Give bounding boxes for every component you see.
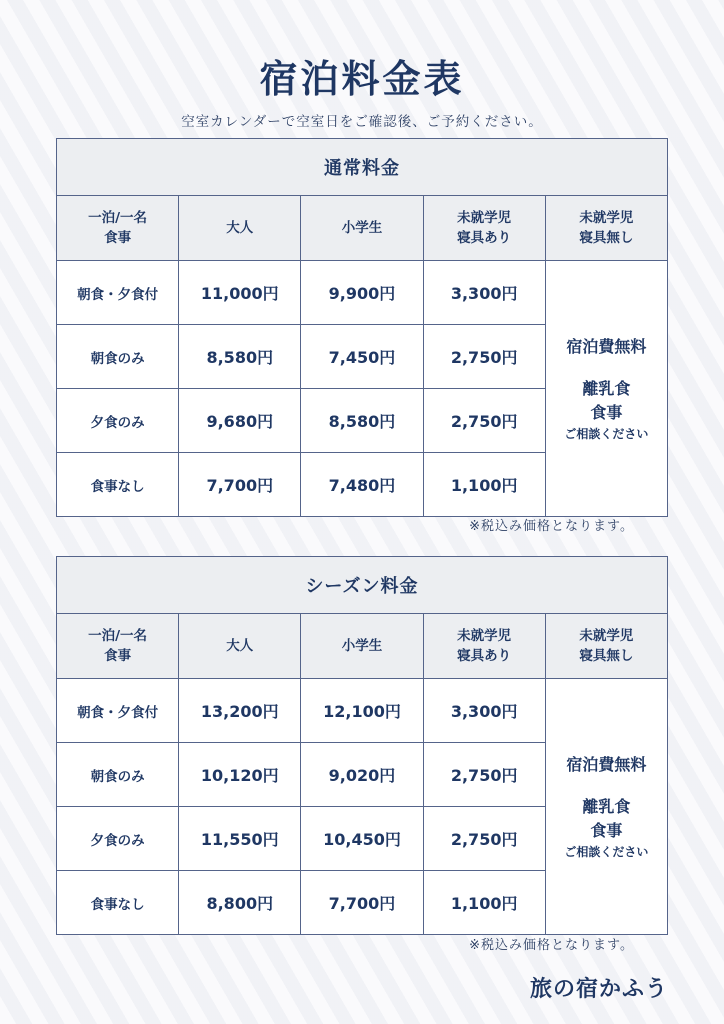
header-infant-bedding: 未就学児 寝具あり <box>423 196 545 261</box>
adult-price: 11,550円 <box>179 807 301 871</box>
page-subtitle: 空室カレンダーで空室日をご確認後、ご予約ください。 <box>181 114 543 130</box>
inn-name: 旅の宿かふう <box>529 977 668 1002</box>
child-price: 7,700円 <box>301 871 423 935</box>
child-price: 9,020円 <box>301 743 423 807</box>
season-rates-table <box>56 556 668 935</box>
infant-price: 2,750円 <box>423 807 545 871</box>
infant-no-bedding-note: 宿泊費無料 離乳食 食事 ご相談ください <box>545 261 667 517</box>
infant-price: 3,300円 <box>423 261 545 325</box>
table-row <box>57 679 668 743</box>
adult-price: 7,700円 <box>179 453 301 517</box>
child-price: 10,450円 <box>301 807 423 871</box>
header-meal: 一泊/一名 食事 <box>57 196 179 261</box>
table-caption: 通常料金 <box>57 139 668 196</box>
meal-label: 夕食のみ <box>57 807 179 871</box>
meal-label: 夕食のみ <box>57 389 179 453</box>
header-meal: 一泊/一名 食事 <box>57 614 179 679</box>
infant-no-bedding-note: 宿泊費無料 離乳食 食事 ご相談ください <box>545 679 667 935</box>
header-infant-bedding: 未就学児 寝具あり <box>423 614 545 679</box>
infant-price: 2,750円 <box>423 389 545 453</box>
adult-price: 11,000円 <box>179 261 301 325</box>
table-caption: シーズン料金 <box>57 557 668 614</box>
infant-price: 2,750円 <box>423 325 545 389</box>
meal-label: 朝食・夕食付 <box>57 261 179 325</box>
header-infant-no-bedding: 未就学児 寝具無し <box>545 196 667 261</box>
meal-label: 朝食・夕食付 <box>57 679 179 743</box>
child-price: 8,580円 <box>301 389 423 453</box>
adult-price: 8,800円 <box>179 871 301 935</box>
meal-label: 食事なし <box>57 871 179 935</box>
tax-note: ※税込み価格となります。 <box>469 519 634 534</box>
adult-price: 8,580円 <box>179 325 301 389</box>
adult-price: 9,680円 <box>179 389 301 453</box>
header-child: 小学生 <box>301 196 423 261</box>
meal-label: 朝食のみ <box>57 743 179 807</box>
page-title: 宿泊料金表 <box>259 57 465 101</box>
header-adult: 大人 <box>179 614 301 679</box>
header-adult: 大人 <box>179 196 301 261</box>
child-price: 7,480円 <box>301 453 423 517</box>
infant-price: 1,100円 <box>423 453 545 517</box>
child-price: 12,100円 <box>301 679 423 743</box>
table-row <box>57 261 668 325</box>
child-price: 9,900円 <box>301 261 423 325</box>
infant-price: 3,300円 <box>423 679 545 743</box>
tax-note: ※税込み価格となります。 <box>469 938 634 953</box>
header-infant-no-bedding: 未就学児 寝具無し <box>545 614 667 679</box>
adult-price: 13,200円 <box>179 679 301 743</box>
header-child: 小学生 <box>301 614 423 679</box>
child-price: 7,450円 <box>301 325 423 389</box>
meal-label: 朝食のみ <box>57 325 179 389</box>
regular-rates-table <box>56 138 668 517</box>
infant-price: 1,100円 <box>423 871 545 935</box>
infant-price: 2,750円 <box>423 743 545 807</box>
meal-label: 食事なし <box>57 453 179 517</box>
adult-price: 10,120円 <box>179 743 301 807</box>
